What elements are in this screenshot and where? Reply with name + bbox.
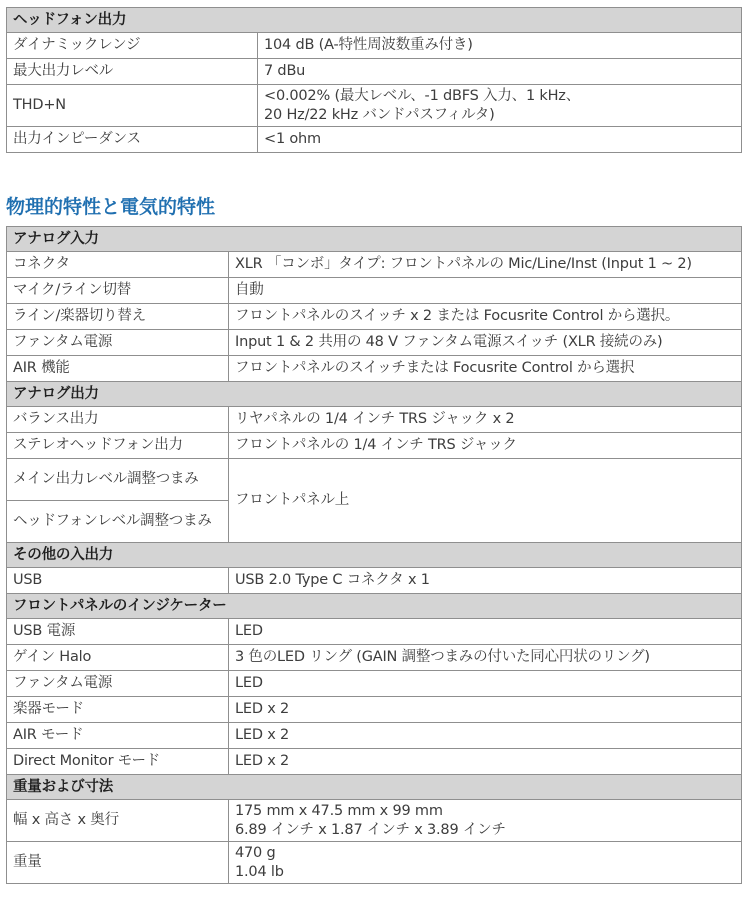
spec-value-line: 6.89 インチ x 1.87 インチ x 3.89 インチ (235, 821, 506, 838)
spec-label: 出力インピーダンス (7, 127, 258, 153)
spec-value: 7 dBu (258, 59, 742, 85)
headphone-output-table (6, 7, 742, 153)
table-row (7, 749, 742, 775)
table-row (7, 842, 742, 884)
spec-value: 自動 (229, 278, 742, 304)
spec-label: ファンタム電源 (7, 330, 229, 356)
section-title: 物理的特性と電気的特性 (6, 196, 216, 218)
spec-label: マイク/ライン切替 (7, 278, 229, 304)
spec-label: USB (7, 568, 229, 594)
spec-value: XLR 「コンボ」タイプ: フロントパネルの Mic/Line/Inst (Input 1 ~ 2) (229, 252, 742, 278)
table-row (7, 723, 742, 749)
section-header-dimensions: 重量および寸法 (7, 775, 742, 800)
section-header-indicators: フロントパネルのインジケーター (7, 594, 742, 619)
spec-value: フロントパネルのスイッチ x 2 または Focusrite Control から選択。 (229, 304, 742, 330)
spec-label: AIR モード (7, 723, 229, 749)
spec-label: メイン出力レベル調整つまみ (7, 459, 229, 501)
spec-label: THD+N (7, 85, 258, 127)
spec-label: 幅 x 高さ x 奥行 (7, 800, 229, 842)
section-header-row (7, 543, 742, 568)
spec-label: ライン/楽器切り替え (7, 304, 229, 330)
spec-value: リヤパネルの 1/4 インチ TRS ジャック x 2 (229, 407, 742, 433)
table-row (7, 252, 742, 278)
section-header-analog-input: アナログ入力 (7, 227, 742, 252)
spec-label: バランス出力 (7, 407, 229, 433)
table-row (7, 697, 742, 723)
spec-label: 楽器モード (7, 697, 229, 723)
spec-value: Input 1 & 2 共用の 48 V ファンタム電源スイッチ (XLR 接続のみ) (229, 330, 742, 356)
spec-label: ステレオヘッドフォン出力 (7, 433, 229, 459)
spec-value: <1 ohm (258, 127, 742, 153)
spec-label: AIR 機能 (7, 356, 229, 382)
table-row (7, 85, 742, 127)
section-header-row (7, 382, 742, 407)
table-row (7, 459, 742, 501)
table-row (7, 671, 742, 697)
section-header-row (7, 8, 742, 33)
spec-value: 104 dB (A-特性周波数重み付き) (258, 33, 742, 59)
table-row (7, 407, 742, 433)
spec-label: 重量 (7, 842, 229, 884)
spec-value-line: 20 Hz/22 kHz バンドパスフィルタ) (264, 106, 495, 123)
section-header-other-io: その他の入出力 (7, 543, 742, 568)
table-row (7, 127, 742, 153)
spec-value (258, 85, 742, 127)
table-row (7, 433, 742, 459)
spec-label: コネクタ (7, 252, 229, 278)
table-row (7, 800, 742, 842)
table-row (7, 645, 742, 671)
spec-value-line: 470 g (235, 844, 276, 861)
spec-label: USB 電源 (7, 619, 229, 645)
spec-value-line: 175 mm x 47.5 mm x 99 mm (235, 802, 443, 819)
table-row (7, 278, 742, 304)
spec-value: USB 2.0 Type C コネクタ x 1 (229, 568, 742, 594)
table-row (7, 330, 742, 356)
spec-value: 3 色のLED リング (GAIN 調整つまみの付いた同心円状のリング) (229, 645, 742, 671)
spec-label: ゲイン Halo (7, 645, 229, 671)
spec-value (229, 842, 742, 884)
section-header-analog-output: アナログ出力 (7, 382, 742, 407)
spec-value: LED x 2 (229, 749, 742, 775)
spec-value: LED x 2 (229, 697, 742, 723)
spec-label: ファンタム電源 (7, 671, 229, 697)
table-row (7, 619, 742, 645)
spec-value: LED x 2 (229, 723, 742, 749)
spec-value-line: <0.002% (最大レベル、-1 dBFS 入力、1 kHz、 (264, 87, 581, 104)
table-row (7, 304, 742, 330)
section-header-headphone: ヘッドフォン出力 (7, 8, 742, 33)
table-row (7, 568, 742, 594)
table-row (7, 356, 742, 382)
spec-value-shared: フロントパネル上 (229, 459, 742, 543)
spec-label: 最大出力レベル (7, 59, 258, 85)
spec-label: ダイナミックレンジ (7, 33, 258, 59)
spec-value-line: 1.04 lb (235, 863, 284, 880)
section-header-row (7, 594, 742, 619)
spec-value: フロントパネルのスイッチまたは Focusrite Control から選択 (229, 356, 742, 382)
table-row (7, 59, 742, 85)
spec-value: LED (229, 671, 742, 697)
spec-value: LED (229, 619, 742, 645)
section-header-row (7, 227, 742, 252)
spec-label: ヘッドフォンレベル調整つまみ (7, 501, 229, 543)
spec-value: フロントパネルの 1/4 インチ TRS ジャック (229, 433, 742, 459)
spec-value (229, 800, 742, 842)
spec-label: Direct Monitor モード (7, 749, 229, 775)
section-header-row (7, 775, 742, 800)
physical-electrical-table (6, 226, 742, 884)
table-row (7, 33, 742, 59)
